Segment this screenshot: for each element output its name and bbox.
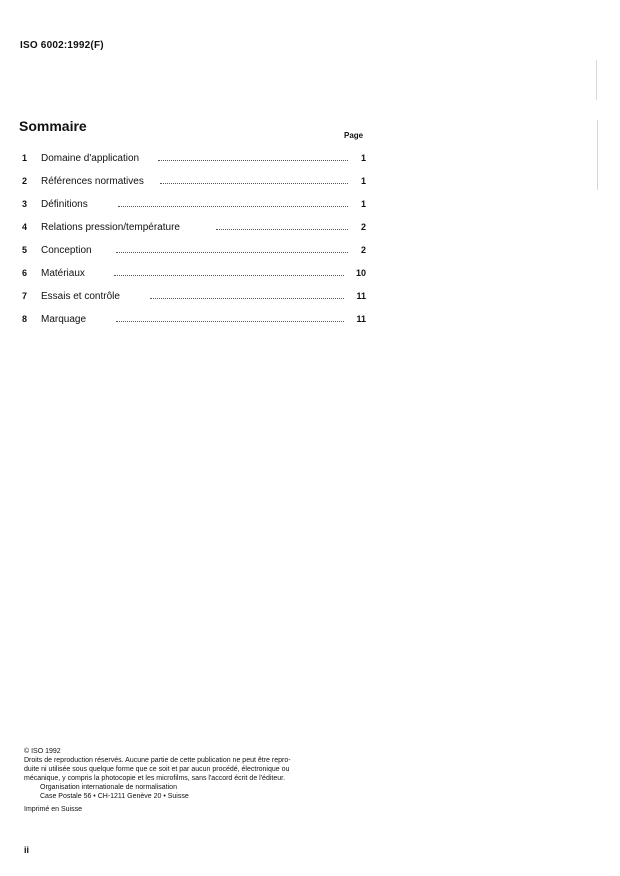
toc-entry-title: Marquage — [41, 314, 87, 325]
scan-artifact-line — [597, 120, 598, 190]
toc-entry-number: 5 — [22, 245, 28, 255]
toc-entry-page: 10 — [355, 268, 366, 278]
toc-entry-page: 11 — [356, 291, 366, 301]
toc-entry[interactable] — [0, 245, 620, 259]
toc-entry-page: 2 — [360, 245, 366, 255]
toc-dot-leader — [116, 321, 344, 322]
toc-entry-number: 3 — [22, 199, 28, 209]
toc-entry-title: Domaine d'application — [41, 153, 140, 164]
toc-entry-page: 1 — [360, 176, 366, 186]
toc-entry-number: 1 — [22, 153, 28, 163]
toc-entry-page: 1 — [360, 153, 366, 163]
toc-entry[interactable] — [0, 176, 620, 190]
toc-title: Sommaire — [19, 118, 87, 134]
toc-entry-number: 8 — [22, 314, 28, 324]
toc-entry[interactable] — [0, 314, 620, 328]
toc-entry-title: Relations pression/température — [41, 222, 180, 233]
page-number: ii — [24, 845, 30, 855]
toc-entry-number: 6 — [22, 268, 28, 278]
toc-entry[interactable] — [0, 153, 620, 167]
toc-dot-leader — [118, 206, 348, 207]
copyright-rights-line: mécanique, y compris la photocopie et les microfilms, sans l'accord écrit de l'éditeur. — [24, 775, 286, 782]
toc-page-column-header: Page — [344, 131, 364, 140]
toc-entry-number: 4 — [22, 222, 28, 232]
toc-entry-page: 1 — [360, 199, 366, 209]
toc-dot-leader — [216, 229, 348, 230]
toc-entry-title: Références normatives — [41, 176, 144, 187]
toc-entry-page: 2 — [360, 222, 366, 232]
toc-dot-leader — [150, 298, 344, 299]
organisation-name: Organisation internationale de normalisation — [40, 784, 177, 791]
toc-dot-leader — [158, 160, 348, 161]
toc-entry[interactable] — [0, 199, 620, 213]
toc-entry[interactable] — [0, 291, 620, 305]
organisation-address: Case Postale 56 • CH-1211 Genève 20 • Suisse — [40, 793, 189, 800]
copyright-rights-line: Droits de reproduction réservés. Aucune partie de cette publication ne peut être repro- — [24, 757, 291, 764]
toc-dot-leader — [160, 183, 348, 184]
printed-in-notice: Imprimé en Suisse — [24, 806, 82, 813]
toc-entry-number: 7 — [22, 291, 28, 301]
toc-dot-leader — [114, 275, 344, 276]
copyright-block — [24, 747, 374, 814]
toc-entry-title: Définitions — [41, 199, 88, 210]
toc-entry-title: Essais et contrôle — [41, 291, 120, 302]
document-reference: ISO 6002:1992(F) — [20, 40, 104, 51]
scan-artifact-line — [596, 60, 597, 100]
toc-entry-title: Matériaux — [41, 268, 85, 279]
toc-entry-page: 11 — [356, 314, 366, 324]
toc-entry[interactable] — [0, 268, 620, 282]
copyright-notice: © ISO 1992 — [24, 748, 61, 755]
toc-entry-title: Conception — [41, 245, 92, 256]
copyright-rights-line: duite ni utilisée sous quelque forme que ce soit et par aucun procédé, électronique ou — [24, 766, 290, 773]
toc-entry-number: 2 — [22, 176, 28, 186]
toc-dot-leader — [116, 252, 348, 253]
toc-entry[interactable] — [0, 222, 620, 236]
